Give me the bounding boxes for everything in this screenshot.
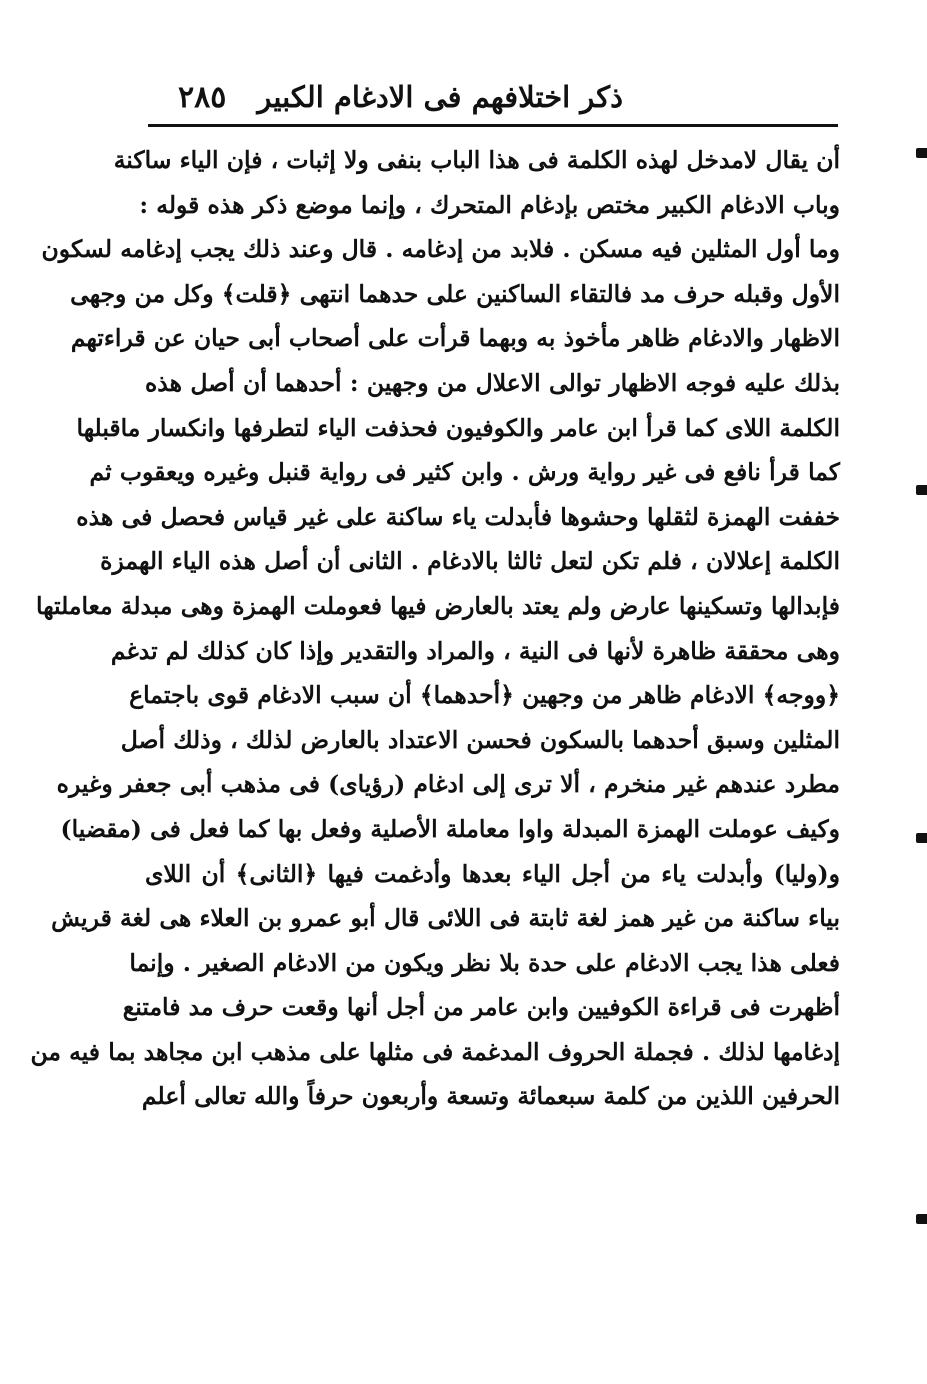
- text-line: أظهرت فى قراءة الكوفيين وابن عامر من أجل أنها وقعت حرف مد فامتنع: [122, 993, 840, 1022]
- text-line: الكلمة اللاى كما قرأ ابن عامر والكوفيون فحذفت الياء لتطرفها وانكسار ماقبلها: [76, 413, 840, 442]
- text-line: وما أول المثلين فيه مسكن . فلابد من إدغامه . قال وعند ذلك يجب إدغامه لسكون: [41, 235, 840, 264]
- text-line: إدغامها لذلك . فجملة الحروف المدغمة فى مثلها على مذهب ابن مجاهد بما فيه من: [30, 1037, 840, 1066]
- text-line: وكيف عوملت الهمزة المبدلة واوا معاملة الأصلية وفعل بها كما فعل فى (مقضيا): [60, 814, 840, 843]
- text-line: فإبدالها وتسكينها عارض ولم يعتد بالعارض فيها فعوملت الهمزة وهى مبدلة معاملتها: [36, 591, 840, 620]
- text-line: الأول وقبله حرف مد فالتقاء الساكنين على حدهما انتهى ﴿قلت﴾ وكل من وجهى: [70, 279, 840, 308]
- margin-mark: [916, 1214, 927, 1224]
- header-rule: [148, 124, 838, 127]
- text-line: الاظهار والادغام ظاهر مأخوذ به وبهما قرأت على أصحاب أبى حيان عن قراءتهم: [70, 324, 840, 353]
- text-line: المثلين وسبق أحدهما بالسكون فحسن الاعتداد بالعارض لذلك ، وذلك أصل: [120, 725, 840, 754]
- text-line: وباب الادغام الكبير مختص بإدغام المتحرك ، وإنما موضع ذكر هذه قوله :: [139, 190, 840, 219]
- text-line: كما قرأ نافع فى غير رواية ورش . وابن كثير فى رواية قنبل وغيره ويعقوب ثم: [89, 458, 840, 487]
- text-line: مطرد عندهم غير منخرم ، ألا ترى إلى ادغام (رؤياى) فى مذهب أبى جعفر وغيره: [56, 770, 840, 799]
- body-text: [30, 138, 840, 1119]
- margin-mark: [916, 833, 927, 843]
- text-line: ﴿ووجه﴾ الادغام ظاهر من وجهين ﴿أحدهما﴾ أن سبب الادغام قوى باجتماع: [129, 681, 840, 710]
- running-header: [148, 74, 838, 120]
- text-line: فعلى هذا يجب الادغام على حدة بلا نظر ويكون من الادغام الصغير . وإنما: [129, 948, 840, 977]
- margin-mark: [916, 148, 927, 158]
- text-line: خففت الهمزة لثقلها وحشوها فأبدلت ياء ساكنة على غير قياس فحصل فى هذه: [76, 502, 840, 531]
- text-line: الكلمة إعلالان ، فلم تكن لتعل ثالثا بالادغام . الثانى أن أصل هذه الياء الهمزة: [100, 547, 840, 576]
- header-title: ذكر اختلافهم فى الادغام الكبير: [257, 80, 623, 114]
- text-line: أن يقال لامدخل لهذه الكلمة فى هذا الباب بنفى ولا إثبات ، فإن الياء ساكنة: [113, 146, 840, 174]
- text-line: و(وليا) وأبدلت ياء من أجل الياء بعدها وأدغمت فيها ﴿الثانى﴾ أن اللاى: [145, 859, 840, 888]
- text-line: الحرفين اللذين من كلمة سبعمائة وتسعة وأربعون حرفاً والله تعالى أعلم: [141, 1082, 840, 1111]
- text-line: بذلك عليه فوجه الاظهار توالى الاعلال من وجهين : أحدهما أن أصل هذه: [145, 368, 840, 397]
- text-line: بياء ساكنة من غير همز لغة ثابتة فى اللائى قال أبو عمرو بن العلاء هى لغة قريش: [51, 904, 840, 933]
- margin-mark: [916, 485, 927, 495]
- page-number: ٢٨٥: [178, 80, 227, 115]
- text-line: وهى محققة ظاهرة لأنها فى النية ، والمراد والتقدير وإذا كان كذلك لم تدغم: [110, 636, 840, 665]
